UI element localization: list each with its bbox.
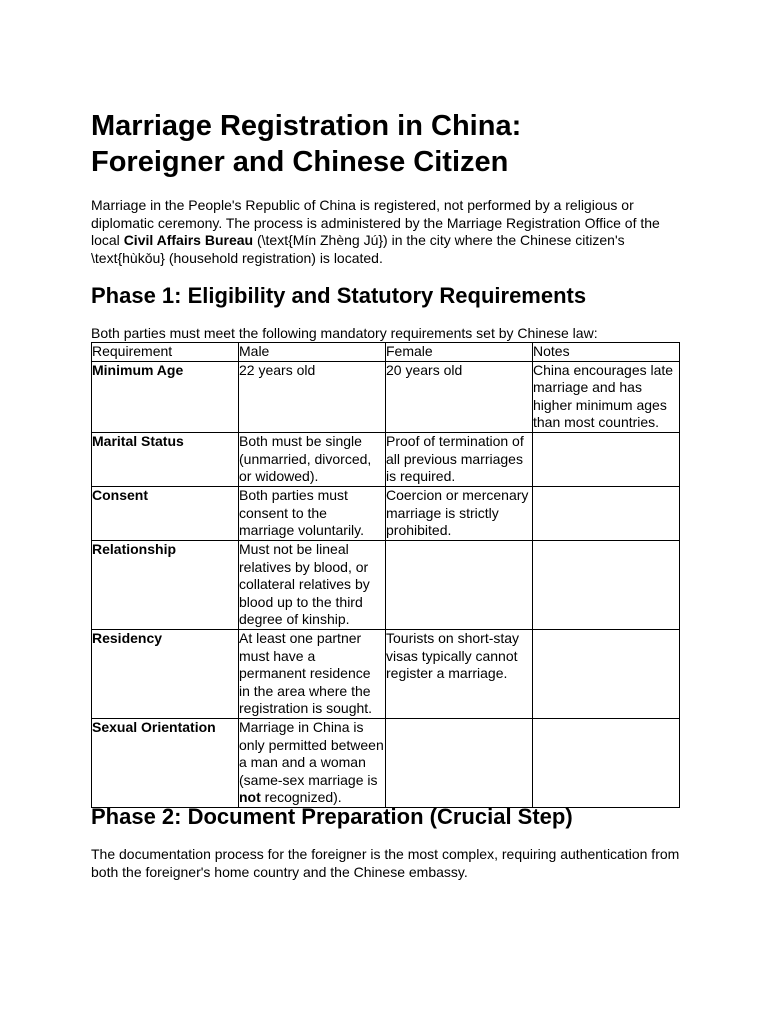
cell-male: 22 years old [239, 361, 386, 432]
header-notes: Notes [533, 343, 680, 362]
row-label: Marital Status [92, 432, 239, 486]
row-label: Residency [92, 629, 239, 718]
cell-male-text-1: Marriage in China is only permitted between a man and a woman (same-sex marriage is [239, 718, 384, 788]
cell-notes [533, 486, 680, 540]
cell-male: At least one partner must have a permanent residence in the area where the registration is sought. [239, 629, 386, 718]
table-row [92, 718, 680, 807]
document-title [91, 108, 681, 180]
table-row [92, 629, 680, 718]
phase1-heading: Phase 1: Eligibility and Statutory Requirements [91, 283, 587, 308]
table-row [92, 486, 680, 540]
cell-female: 20 years old [386, 361, 533, 432]
intro-text-2: (\text{Mín Zhèng Jú}) in the city where the Chinese citizen's \text{hùkǒu} (household registration) is located. [91, 232, 625, 266]
title-line-1: Marriage Registration in China: [91, 110, 522, 142]
cell-female [386, 718, 533, 807]
table-row [92, 361, 680, 432]
intro-text-1: Marriage in the People's Republic of China is registered, not performed by a religious or diplomatic ceremony. The process is administered by the Marriage Registration Office of the local [91, 197, 660, 249]
row-label: Consent [92, 486, 239, 540]
cell-female [386, 540, 533, 629]
header-male: Male [239, 343, 386, 362]
intro-bold-term: Civil Affairs Bureau [123, 232, 254, 249]
cell-notes [533, 432, 680, 486]
cell-female: Coercion or mercenary marriage is strictly prohibited. [386, 486, 533, 540]
header-requirement: Requirement [92, 343, 239, 362]
row-label: Relationship [92, 540, 239, 629]
cell-notes [533, 629, 680, 718]
phase1-lead-text: Both parties must meet the following mandatory requirements set by Chinese law: [91, 325, 598, 341]
phase2-heading: Phase 2: Document Preparation (Crucial Step) [91, 804, 573, 829]
cell-notes [533, 540, 680, 629]
cell-notes: China encourages late marriage and has higher minimum ages than most countries. [533, 361, 680, 432]
table-header-row [92, 343, 680, 362]
title-line-2: Foreigner and Chinese Citizen [91, 146, 509, 178]
row-label: Sexual Orientation [92, 718, 239, 807]
header-female: Female [386, 343, 533, 362]
cell-notes [533, 718, 680, 807]
cell-female: Proof of termination of all previous marriages is required. [386, 432, 533, 486]
cell-male-text-2: recognized). [260, 789, 342, 806]
cell-male-bold: not [239, 789, 261, 806]
cell-male [239, 718, 386, 807]
requirements-table [91, 342, 680, 808]
table-row [92, 432, 680, 486]
phase2-paragraph: The documentation process for the foreigner is the most complex, requiring authentication from both the foreigner's home country and the Chinese embassy. [91, 846, 680, 880]
cell-male: Both parties must consent to the marriage voluntarily. [239, 486, 386, 540]
row-label: Minimum Age [92, 361, 239, 432]
cell-male: Must not be lineal relatives by blood, or collateral relatives by blood up to the third degree of kinship. [239, 540, 386, 629]
intro-paragraph [91, 197, 681, 267]
table-row [92, 540, 680, 629]
cell-female: Tourists on short-stay visas typically cannot register a marriage. [386, 629, 533, 718]
cell-male: Both must be single (unmarried, divorced, or widowed). [239, 432, 386, 486]
